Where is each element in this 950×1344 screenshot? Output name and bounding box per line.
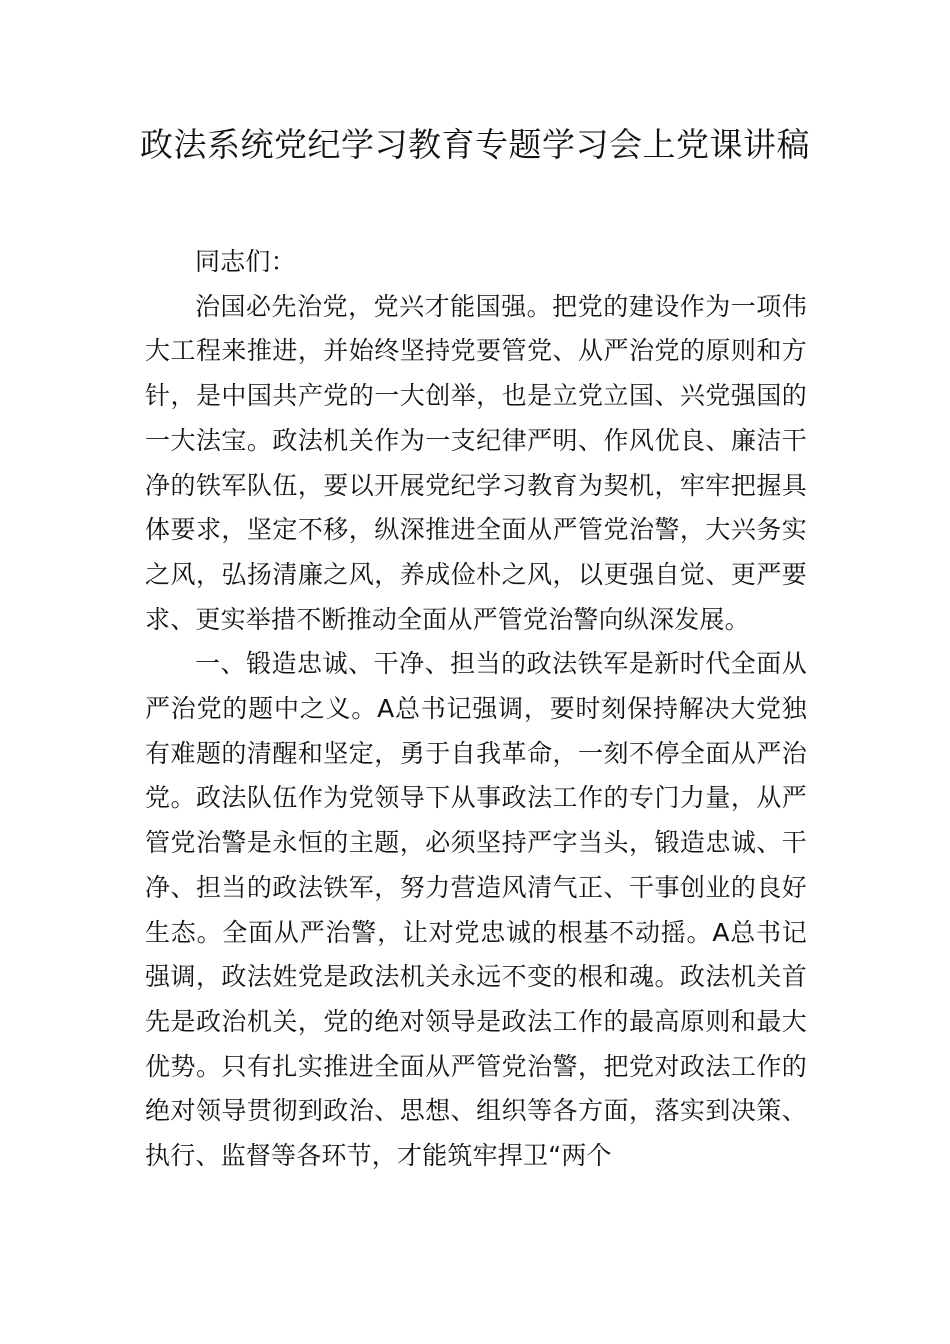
document-body (145, 240, 807, 1179)
paragraph-section-one: 一、锻造忠诚、干净、担当的政法铁军是新时代全面从严治党的题中之义。A总书记强调，要时刻保持解决大党独有难题的清醒和坚定，勇于自我革命，一刻不停全面从严治党。政法队伍作为党领导下从事政法工作的专门力量，从严管党治警是永恒的主题，必须坚持严字当头，锻造忠诚、干净、担当的政法铁军，努力营造风清气正、干事创业的良好生态。全面从严治警，让对党忠诚的根基不动摇。A总书记强调，政法姓党是政法机关永远不变的根和魂。政法机关首先是政治机关，党的绝对领导是政法工作的最高原则和最大优势。只有扎实推进全面从严管党治警，把党对政法工作的绝对领导贯彻到政治、思想、组织等各方面，落实到决策、执行、监督等各环节，才能筑牢捍卫“两个 (145, 649, 807, 1171)
paragraph-intro: 治国必先治党，党兴才能国强。把党的建设作为一项伟大工程来推进，并始终坚持党要管党、从严治党的原则和方针，是中国共产党的一大创举，也是立党立国、兴党强国的一大法宝。政法机关作为一支纪律严明、作风优良、廉洁干净的铁军队伍，要以开展党纪学习教育为契机，牢牢把握具体要求，坚定不移，纵深推进全面从严管党治警，大兴务实之风，弘扬清廉之风，养成俭朴之风，以更强自觉、更严要求、更实举措不断推动全面从严管党治警向纵深发展。 (145, 291, 807, 634)
document-title: 政法系统党纪学习教育专题学习会上党课讲稿 (140, 125, 810, 164)
salutation: 同志们： (195, 247, 296, 276)
